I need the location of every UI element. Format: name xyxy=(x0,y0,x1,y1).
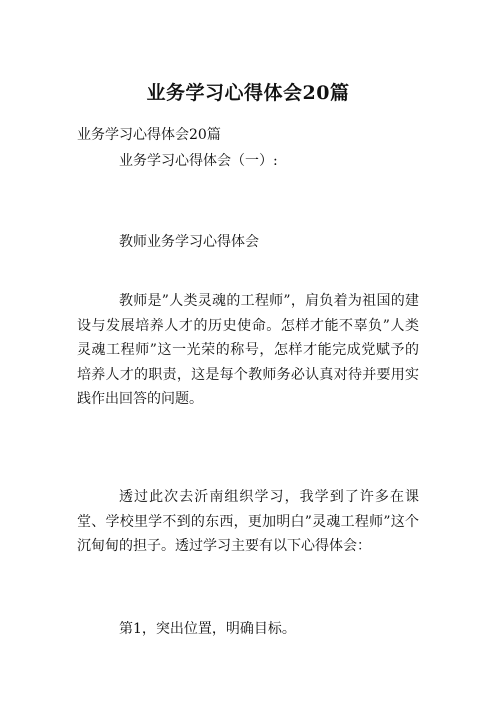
paragraph: 透过此次去沂南组织学习，我学到了许多在课堂、学校里学不到的东西，更加明白”灵魂工程师”这个沉甸甸的担子。透过学习主要有以下心得体会： xyxy=(77,489,419,554)
paragraph: 教师是”人类灵魂的工程师”，肩负着为祖国的建设与发展培养人才的历史使命。怎样才能不辜负”人类灵魂工程师”这一光荣的称号，怎样才能完成党赋予的培养人才的职责，这是每个教师务必认真对待并要用实践作出回答的问题。 xyxy=(77,293,419,407)
article-title: 教师业务学习心得体会 xyxy=(119,234,259,250)
point-heading: 第1，突出位置，明确目标。 xyxy=(119,621,296,637)
document-subtitle: 业务学习心得体会20篇 xyxy=(77,127,221,143)
section-heading: 业务学习心得体会（一）: xyxy=(119,153,278,169)
document-title: 业务学习心得体会20篇 xyxy=(146,82,350,104)
